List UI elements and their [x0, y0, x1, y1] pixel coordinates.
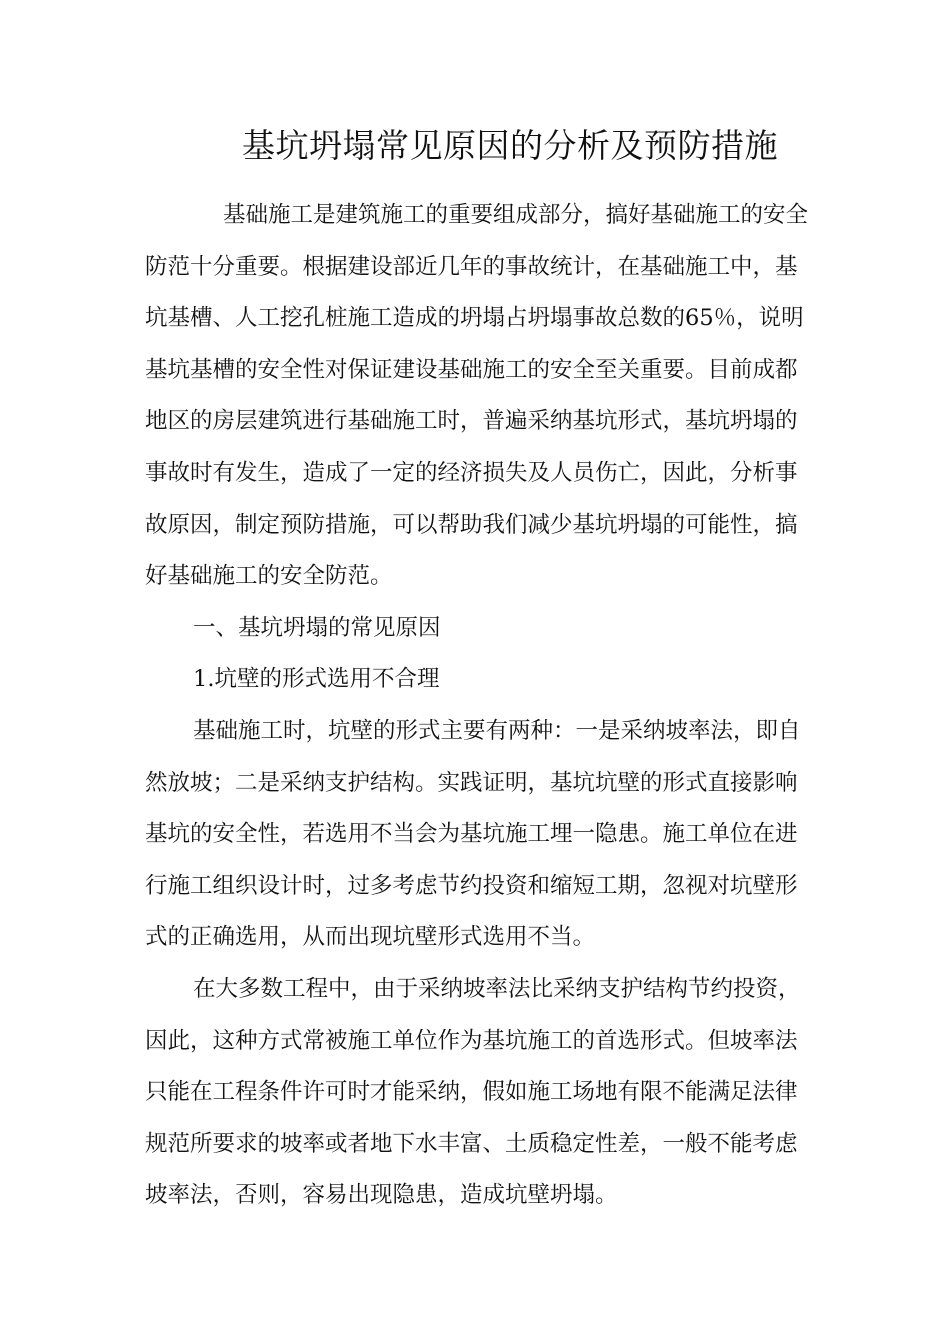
text-line: 在大多数工程中，由于采纳坡率法比采纳支护结构节约投资，: [193, 975, 801, 1002]
text-line: 地区的房层建筑进行基础施工时，普遍采纳基坑形式，基坑坍塌的: [145, 408, 798, 435]
text-line: 坡率法，否则，容易出现隐患，造成坑壁坍塌。: [145, 1182, 618, 1209]
text-line: 然放坡；二是采纳支护结构。实践证明，基坑坑壁的形式直接影响: [145, 769, 798, 796]
text-line: 坑基槽、人工挖孔桩施工造成的坍塌占坍塌事故总数的65％，说明: [145, 305, 804, 332]
text-line: 好基础施工的安全防范。: [145, 563, 393, 590]
text-line: 基础施工是建筑施工的重要组成部分，搞好基础施工的安全: [223, 202, 809, 228]
text-line: 规范所要求的坡率或者地下水丰富、土质稳定性差，一般不能考虑: [145, 1130, 798, 1157]
document-title: 基坑坍塌常见原因的分析及预防措施: [242, 126, 778, 165]
text-line: 基础施工时，坑壁的形式主要有两种：一是采纳坡率法，即自: [193, 717, 801, 744]
text-line: 基坑基槽的安全性对保证建设基础施工的安全至关重要。目前成都: [145, 356, 798, 383]
text-line: 式的正确选用，从而出现坑壁形式选用不当。: [145, 924, 596, 951]
text-line: 防范十分重要。根据建设部近几年的事故统计，在基础施工中，基: [145, 253, 798, 280]
text-line: 基坑的安全性，若选用不当会为基坑施工埋一隐患。施工单位在进: [145, 821, 798, 848]
text-line: 因此，这种方式常被施工单位作为基坑施工的首选形式。但坡率法: [145, 1027, 798, 1054]
text-line: 一、基坑坍塌的常见原因: [193, 614, 441, 641]
text-line: 故原因，制定预防措施，可以帮助我们减少基坑坍塌的可能性，搞: [145, 511, 798, 538]
text-line: 事故时有发生，造成了一定的经济损失及人员伤亡，因此，分析事: [145, 459, 798, 486]
text-line: 行施工组织设计时，过多考虑节约投资和缩短工期，忽视对坑壁形: [145, 872, 798, 899]
text-line: 只能在工程条件许可时才能采纳，假如施工场地有限不能满足法律: [145, 1079, 798, 1106]
document-body: [145, 190, 809, 1222]
text-line: 1.坑壁的形式选用不合理: [193, 666, 440, 693]
